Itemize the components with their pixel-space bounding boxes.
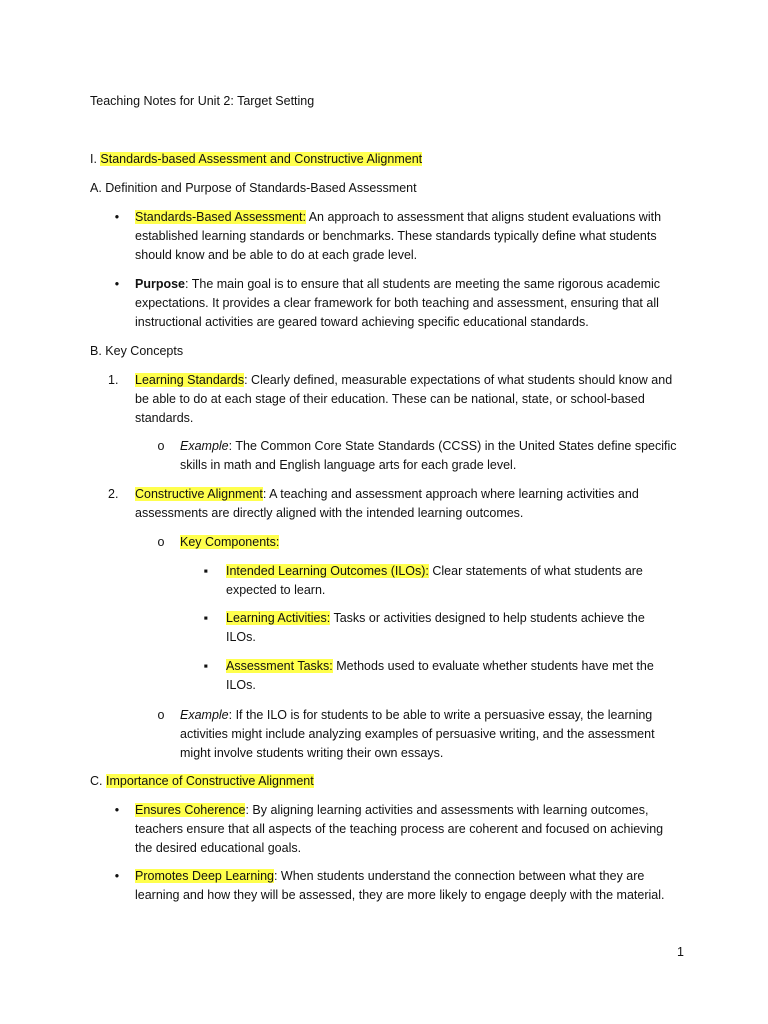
list-item — [90, 562, 678, 600]
list-item-text: Ensures Coherence: By aligning learning activities and assessments with learning outcomes, teachers ensure that all aspects of the teaching process are coherent and focused on achieving the desired educational goals. — [135, 803, 664, 855]
list-number: 1. — [108, 373, 119, 387]
list-item-text: Example: If the ILO is for students to be able to write a persuasive essay, the learning activities might include analyzing examples of persuasive writing, and the assessment might involve students writing their own essays. — [180, 708, 655, 760]
term-highlight: Learning Standards — [135, 373, 245, 387]
term-highlight: Promotes Deep Learning — [135, 869, 274, 883]
subsection-c-prefix: C. — [90, 774, 106, 788]
bullet-marker: • — [114, 277, 120, 291]
square-bullet-marker: ▪ — [203, 611, 209, 625]
section-title: Standards-based Assessment and Constructive Alignment — [100, 152, 423, 166]
list-item-text: Standards-Based Assessment: An approach to assessment that aligns student evaluations with established learning standards or benchmarks. These standards typically define what students should know and be able to do at each grade level. — [135, 210, 662, 262]
list-item — [90, 609, 678, 647]
subsection-c-title: Importance of Constructive Alignment — [105, 774, 314, 788]
list-item-text: Constructive Alignment: A teaching and assessment approach where learning activities and assessments are directly aligned with the intended learning outcomes. — [135, 487, 639, 520]
bullet-marker: • — [114, 210, 120, 224]
circle-bullet-marker: o — [157, 535, 165, 549]
list-item — [90, 801, 678, 858]
section-number: I. — [90, 152, 101, 166]
bullet-marker: • — [114, 803, 120, 817]
subsection-c-heading — [90, 772, 678, 791]
list-item-text — [180, 533, 678, 552]
list-item — [90, 437, 678, 475]
term-highlight: Learning Activities: — [226, 611, 331, 625]
example-label: Example — [180, 439, 229, 453]
term-highlight: Ensures Coherence — [135, 803, 246, 817]
term-highlight: Assessment Tasks: — [226, 659, 333, 673]
list-item — [90, 706, 678, 763]
key-components-label: Key Components: — [180, 535, 280, 549]
subsection-a-heading — [90, 179, 678, 198]
subsection-b-heading — [90, 342, 678, 361]
list-item-text: Purpose: The main goal is to ensure that all students are meeting the same rigorous academic expectations. It provides a clear framework for both teaching and assessment, ensuring that all instructional activities are geared toward achieving specific educational standards. — [135, 277, 661, 329]
list-item — [90, 275, 678, 332]
circle-bullet-marker: o — [157, 439, 165, 453]
list-item-text: Learning Standards: Clearly defined, measurable expectations of what students should know and be able to do at each stage of their education. These can be national, state, or school-based standards. — [135, 373, 673, 425]
list-item — [90, 208, 678, 265]
list-number: 2. — [108, 487, 119, 501]
term-highlight: Intended Learning Outcomes (ILOs): — [226, 564, 429, 578]
square-bullet-marker: ▪ — [203, 564, 209, 578]
list-item — [90, 867, 678, 905]
list-item-text: Promotes Deep Learning: When students understand the connection between what they are learning and how they will be assessed, they are more likely to engage deeply with the material. — [135, 869, 665, 902]
document-title — [90, 92, 678, 111]
list-item-text: Assessment Tasks: Methods used to evaluate whether students have met the ILOs. — [226, 659, 654, 692]
term-highlight: Constructive Alignment — [135, 487, 263, 501]
square-bullet-marker: ▪ — [203, 659, 209, 673]
term-bold: Purpose — [135, 277, 186, 291]
list-item-text: Intended Learning Outcomes (ILOs): Clear statements of what students are expected to learn. — [226, 564, 643, 597]
list-item-text: Learning Activities: Tasks or activities designed to help students achieve the ILOs. — [226, 611, 645, 644]
subsection-a-title: A. Definition and Purpose of Standards-Based Assessment — [90, 181, 417, 195]
subsection-b-title: B. Key Concepts — [90, 344, 184, 358]
bullet-marker: • — [114, 869, 120, 883]
example-label: Example — [180, 708, 229, 722]
page-number: 1 — [677, 945, 684, 959]
list-item — [90, 657, 678, 695]
list-item — [90, 371, 678, 428]
circle-bullet-marker: o — [157, 708, 165, 722]
term-highlight: Standards-Based Assessment: — [135, 210, 306, 224]
list-item — [90, 533, 678, 552]
section-heading — [90, 150, 678, 169]
list-item-text: Example: The Common Core State Standards (CCSS) in the United States define specific skills in math and English language arts for each grade level. — [180, 439, 677, 472]
document-title-text: Teaching Notes for Unit 2: Target Setting — [90, 94, 315, 108]
list-item — [90, 485, 678, 523]
